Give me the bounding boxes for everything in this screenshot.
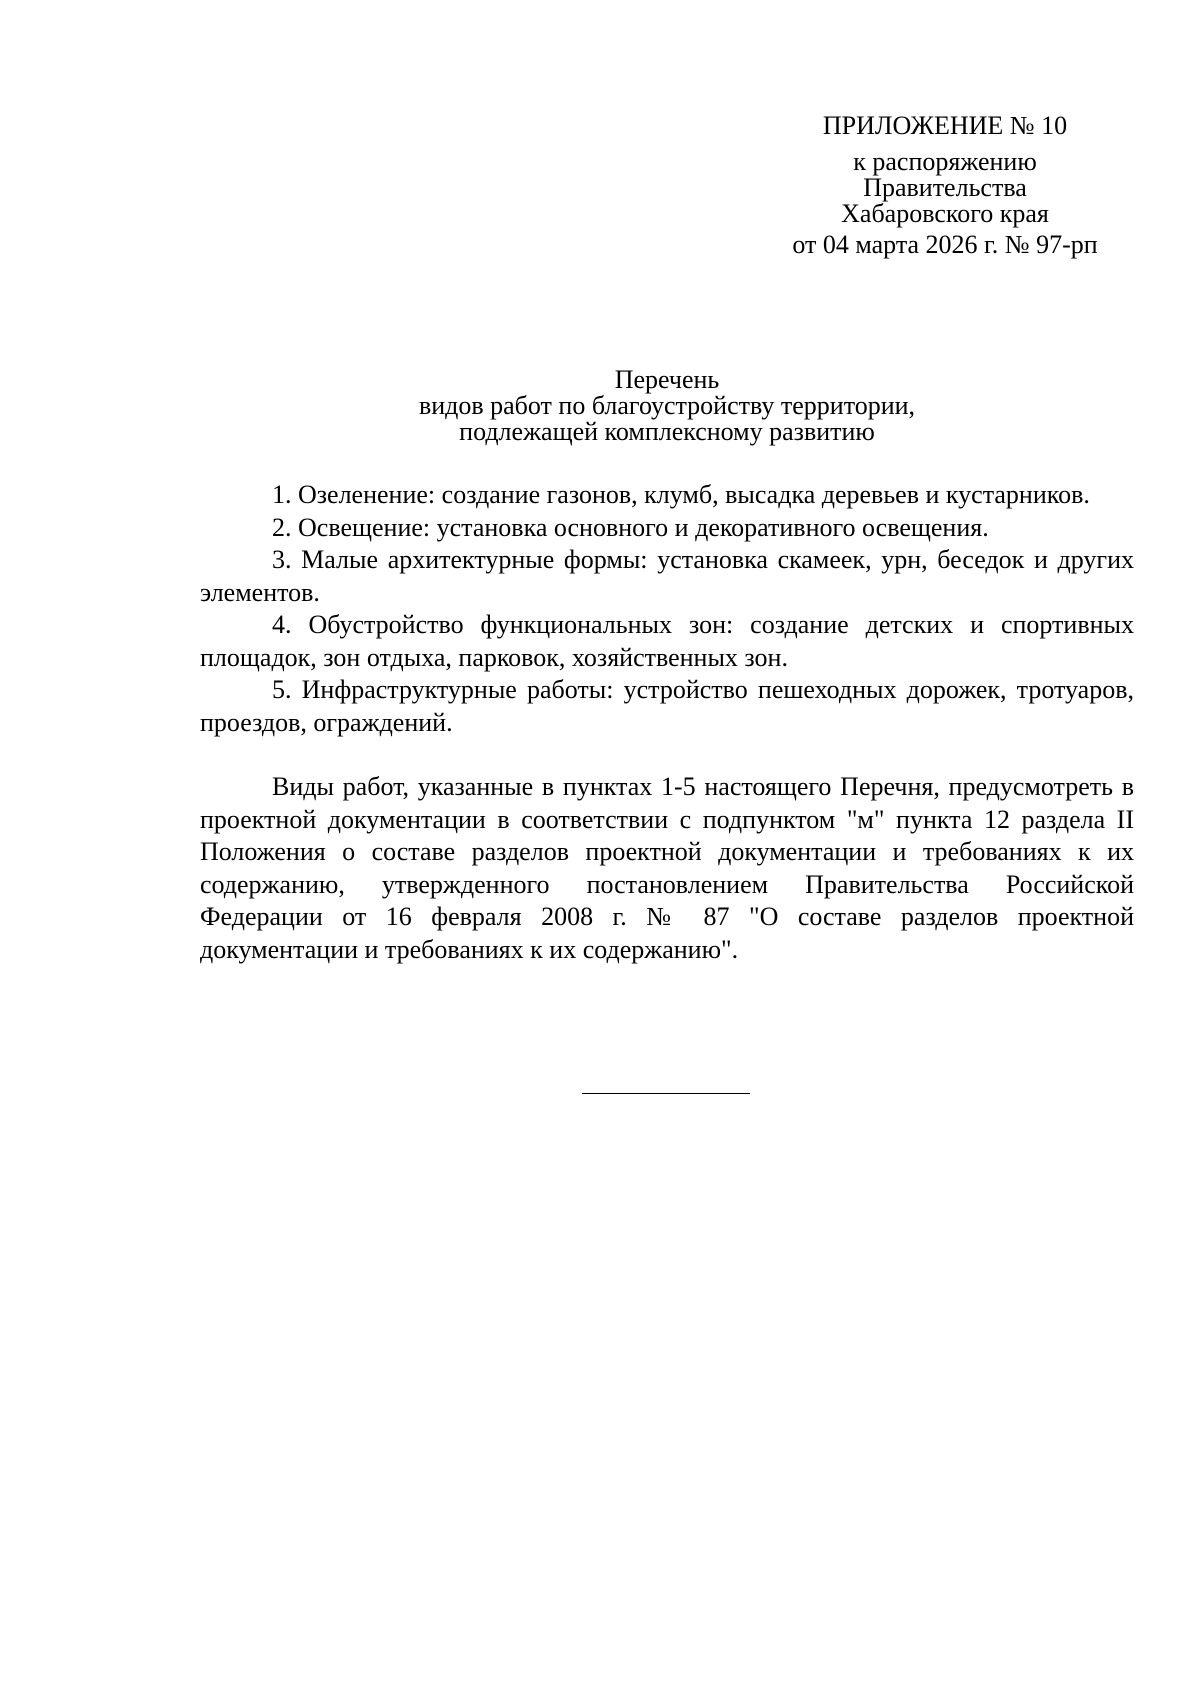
end-of-document-rule — [582, 1093, 750, 1094]
list-item: 5. Инфраструктурные работы: устройство пешеходных дорожек, тротуаров, проездов, ограждений. — [200, 675, 1134, 737]
appendix-title: ПРИЛОЖЕНИЕ № 10 — [822, 111, 1068, 140]
list-item: 3. Малые архитектурные формы: установка скамеек, урн, беседок и других элементов. — [200, 545, 1134, 607]
document-title-line-1: Перечень — [614, 365, 720, 394]
document-title — [200, 367, 1134, 445]
appendix-to-line-1: к распоряжению — [853, 147, 1037, 176]
list-item: 2. Освещение: установка основного и декоративного освещения. — [272, 512, 989, 542]
document-title-line-2: видов работ по благоустройству территории, — [418, 391, 916, 420]
appendix-date: от 04 марта 2026 г. № 97-рп — [792, 230, 1098, 259]
appendix-to-line-3: Хабаровского края — [841, 199, 1049, 228]
list-item: 1. Озеленение: создание газонов, клумб, высадка деревьев и кустарников. — [272, 480, 1090, 509]
appendix-date-block — [760, 232, 1130, 258]
appendix-reference — [760, 149, 1130, 227]
appendix-block — [760, 113, 1130, 139]
closing-paragraph: Виды работ, указанные в пунктах 1-5 настоящего Перечня, предусмотреть в проектной документации в соответствии с подпунктом "м" пункта 12 раздела II Положения о составе разделов проектной документации и требованиях к их содержанию, утвержденного постановлением Правительства Российской Федерации от 16 февраля 2008 г. № 87 "О составе разделов проектной документации и требованиях к их содержанию". — [200, 772, 1134, 964]
document-title-line-3: подлежащей комплексному развитию — [459, 417, 875, 446]
document-body — [200, 479, 1134, 966]
appendix-to-line-2: Правительства — [863, 173, 1027, 202]
paragraph-spacer — [200, 739, 1134, 771]
list-item: 4. Обустройство функциональных зон: создание детских и спортивных площадок, зон отдыха, парковок, хозяйственных зон. — [200, 610, 1134, 672]
